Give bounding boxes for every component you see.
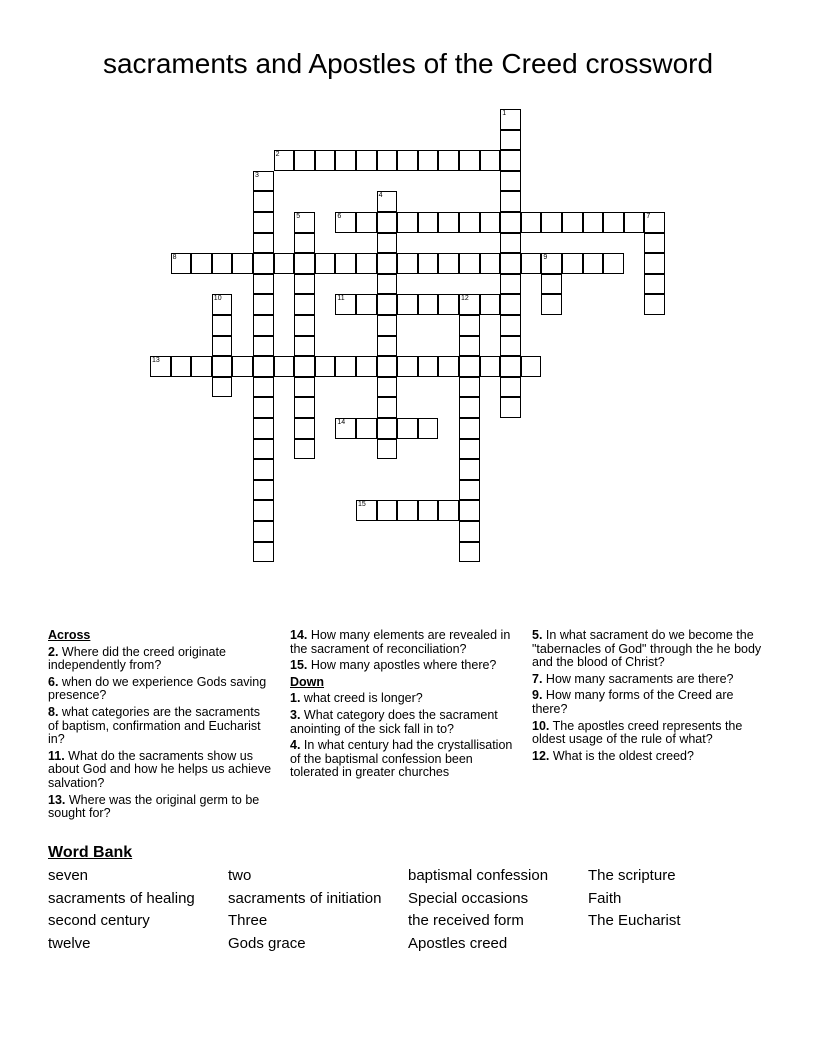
grid-cell[interactable] <box>253 171 274 192</box>
page-title: sacraments and Apostles of the Creed crossword <box>102 48 714 79</box>
grid-cell[interactable] <box>480 253 501 274</box>
word-bank-item: sacraments of healing <box>48 889 195 907</box>
grid-cell[interactable] <box>315 253 336 274</box>
grid-cell[interactable] <box>377 500 398 521</box>
grid-cell[interactable] <box>356 418 377 439</box>
grid-cell[interactable] <box>356 150 377 171</box>
grid-cell[interactable] <box>583 253 604 274</box>
grid-cell[interactable] <box>294 336 315 357</box>
grid-cell[interactable] <box>397 212 418 233</box>
grid-cell[interactable] <box>294 418 315 439</box>
grid-cell[interactable] <box>377 356 398 377</box>
grid-cell[interactable] <box>212 377 233 398</box>
grid-cell[interactable] <box>459 542 480 563</box>
grid-cell[interactable] <box>253 233 274 254</box>
grid-cell[interactable] <box>541 212 562 233</box>
grid-cell[interactable] <box>459 439 480 460</box>
word-bank-item: Apostles creed <box>408 935 508 953</box>
grid-cell[interactable] <box>253 315 274 336</box>
clue-down-7: 7. How many sacraments are there? <box>532 671 734 686</box>
grid-cell[interactable] <box>377 274 398 295</box>
clue-number: 10 <box>213 295 222 303</box>
grid-cell[interactable] <box>356 212 377 233</box>
clue-number: 11 <box>337 295 345 303</box>
grid-cell[interactable] <box>356 253 377 274</box>
grid-cell[interactable] <box>541 253 562 274</box>
grid-cell[interactable] <box>459 315 480 336</box>
word-bank-item: twelve <box>48 935 91 953</box>
clue-number: 4 <box>378 192 383 200</box>
grid-cell[interactable] <box>562 212 583 233</box>
grid-cell[interactable] <box>294 150 315 171</box>
grid-cell[interactable] <box>377 418 398 439</box>
grid-cell[interactable] <box>315 150 336 171</box>
word-bank-item: The scripture <box>588 867 676 884</box>
clue-across-2: 2. Where did the creed originate independently from? <box>48 644 226 673</box>
grid-cell[interactable] <box>459 480 480 501</box>
grid-cell[interactable] <box>253 253 274 274</box>
grid-cell[interactable] <box>294 294 315 315</box>
grid-cell[interactable] <box>480 212 501 233</box>
grid-cell[interactable] <box>253 459 274 480</box>
grid-cell[interactable] <box>232 253 253 274</box>
grid-cell[interactable] <box>480 150 501 171</box>
grid-cell[interactable] <box>438 294 459 315</box>
grid-cell[interactable] <box>459 459 480 480</box>
clue-down-12: 12. What is the oldest creed? <box>532 748 694 763</box>
grid-cell[interactable] <box>500 212 521 233</box>
grid-cell[interactable] <box>438 356 459 377</box>
clue-across-13: 13. Where was the original germ to be sought for? <box>48 792 260 821</box>
grid-cell[interactable] <box>253 439 274 460</box>
grid-cell[interactable] <box>418 212 439 233</box>
grid-cell[interactable] <box>377 336 398 357</box>
grid-cell[interactable] <box>459 336 480 357</box>
grid-cell[interactable] <box>500 253 521 274</box>
grid-cell[interactable] <box>500 274 521 295</box>
grid-cell[interactable] <box>377 315 398 336</box>
grid-cell[interactable] <box>253 336 274 357</box>
grid-cell[interactable] <box>397 150 418 171</box>
grid-cell[interactable] <box>274 253 295 274</box>
grid-cell[interactable] <box>438 212 459 233</box>
clue-down-1: 1. what creed is longer? <box>290 691 423 706</box>
clues-column-3 <box>532 629 762 766</box>
grid-cell[interactable] <box>418 294 439 315</box>
grid-cell[interactable] <box>294 253 315 274</box>
grid-cell[interactable] <box>377 294 398 315</box>
grid-cell[interactable] <box>294 212 315 233</box>
grid-cell[interactable] <box>335 418 356 439</box>
grid-cell[interactable] <box>397 500 418 521</box>
grid-cell[interactable] <box>418 150 439 171</box>
grid-cell[interactable] <box>294 233 315 254</box>
grid-cell[interactable] <box>335 212 356 233</box>
clues-column-2 <box>290 629 516 783</box>
word-bank-title: Word Bank <box>48 844 133 861</box>
grid-cell[interactable] <box>294 439 315 460</box>
word-bank-item: second century <box>48 912 150 930</box>
grid-cell[interactable] <box>377 150 398 171</box>
grid-cell[interactable] <box>274 150 295 171</box>
grid-cell[interactable] <box>480 294 501 315</box>
clue-across-8: 8. what categories are the sacraments of baptism, confirmation and Eucharist in? <box>48 704 261 747</box>
grid-cell[interactable] <box>253 542 274 563</box>
grid-cell[interactable] <box>294 315 315 336</box>
grid-cell[interactable] <box>335 253 356 274</box>
grid-cell[interactable] <box>500 191 521 212</box>
grid-cell[interactable] <box>418 500 439 521</box>
grid-cell[interactable] <box>377 191 398 212</box>
clue-number: 2 <box>275 151 280 159</box>
grid-cell[interactable] <box>212 315 233 336</box>
grid-cell[interactable] <box>212 294 233 315</box>
grid-cell[interactable] <box>459 521 480 542</box>
clue-number: 3 <box>255 171 259 179</box>
grid-cell[interactable] <box>644 212 665 233</box>
clue-across-11: 11. What do the sacraments show us about God and how he helps us achieve salvation? <box>48 748 272 790</box>
grid-cell[interactable] <box>253 397 274 418</box>
grid-cell[interactable] <box>500 233 521 254</box>
clue-down-4: 4. In what century had the crystallisation of the baptismal confession been tolerated in greater churches <box>290 738 513 780</box>
grid-cell[interactable] <box>377 253 398 274</box>
grid-cell[interactable] <box>541 274 562 295</box>
grid-cell[interactable] <box>480 356 501 377</box>
grid-cell[interactable] <box>397 356 418 377</box>
grid-cell[interactable] <box>500 336 521 357</box>
grid-cell[interactable] <box>212 253 233 274</box>
grid-cell[interactable] <box>377 439 398 460</box>
grid-cell[interactable] <box>253 500 274 521</box>
grid-cell[interactable] <box>459 418 480 439</box>
clue-down-5: 5. In what sacrament do we become the "tabernacles of God" through the he body and the blood of Christ? <box>532 628 762 670</box>
clue-down-10: 10. The apostles creed represents the oldest usage of the rule of what? <box>532 718 743 747</box>
grid-cell[interactable] <box>397 253 418 274</box>
grid-cell[interactable] <box>253 212 274 233</box>
grid-cell[interactable] <box>500 130 521 151</box>
grid-cell[interactable] <box>253 356 274 377</box>
grid-cell[interactable] <box>212 356 233 377</box>
grid-cell[interactable] <box>438 500 459 521</box>
grid-cell[interactable] <box>418 418 439 439</box>
grid-cell[interactable] <box>294 274 315 295</box>
grid-cell[interactable] <box>459 356 480 377</box>
word-bank-item: baptismal confession <box>408 867 549 884</box>
grid-cell[interactable] <box>459 294 480 315</box>
grid-cell[interactable] <box>253 480 274 501</box>
grid-cell[interactable] <box>459 500 480 521</box>
grid-cell[interactable] <box>356 500 377 521</box>
grid-cell[interactable] <box>603 212 624 233</box>
grid-cell[interactable] <box>397 418 418 439</box>
grid-cell[interactable] <box>191 356 212 377</box>
grid-cell[interactable] <box>500 356 521 377</box>
grid-cell[interactable] <box>356 356 377 377</box>
grid-cell[interactable] <box>521 253 542 274</box>
grid-cell[interactable] <box>459 253 480 274</box>
across-header: Across <box>48 628 91 642</box>
clues-column-1 <box>48 629 273 824</box>
grid-cell[interactable] <box>603 253 624 274</box>
grid-cell[interactable] <box>500 171 521 192</box>
grid-cell[interactable] <box>253 294 274 315</box>
grid-cell[interactable] <box>562 253 583 274</box>
grid-cell[interactable] <box>253 274 274 295</box>
grid-cell[interactable] <box>315 356 336 377</box>
grid-cell[interactable] <box>232 356 253 377</box>
grid-cell[interactable] <box>377 377 398 398</box>
grid-cell[interactable] <box>500 109 521 130</box>
grid-cell[interactable] <box>418 356 439 377</box>
grid-cell[interactable] <box>418 253 439 274</box>
word-bank-item: Special occasions <box>408 889 529 907</box>
grid-cell[interactable] <box>459 212 480 233</box>
grid-cell[interactable] <box>438 253 459 274</box>
grid-cell[interactable] <box>253 377 274 398</box>
grid-cell[interactable] <box>644 253 665 274</box>
grid-cell[interactable] <box>459 377 480 398</box>
word-bank-item: two <box>228 867 252 884</box>
grid-cell[interactable] <box>500 397 521 418</box>
clue-across-15: 15. How many apostles where there? <box>290 658 497 673</box>
clue-across-6: 6. when do we experience Gods saving presence? <box>48 674 267 703</box>
grid-cell[interactable] <box>253 418 274 439</box>
grid-cell[interactable] <box>521 212 542 233</box>
grid-cell[interactable] <box>644 233 665 254</box>
grid-cell[interactable] <box>644 294 665 315</box>
grid-cell[interactable] <box>253 191 274 212</box>
grid-cell[interactable] <box>253 521 274 542</box>
grid-cell[interactable] <box>294 397 315 418</box>
grid-cell[interactable] <box>438 150 459 171</box>
word-bank-item: sacraments of initiation <box>228 889 382 907</box>
grid-cell[interactable] <box>294 377 315 398</box>
clue-number: 15 <box>358 501 366 509</box>
grid-cell[interactable] <box>150 356 171 377</box>
grid-cell[interactable] <box>377 233 398 254</box>
word-bank-item: The Eucharist <box>588 912 681 930</box>
grid-cell[interactable] <box>171 356 192 377</box>
grid-cell[interactable] <box>377 212 398 233</box>
grid-cell[interactable] <box>212 336 233 357</box>
grid-cell[interactable] <box>500 315 521 336</box>
word-bank-item: Gods grace <box>228 935 306 953</box>
clue-number: 7 <box>646 213 651 220</box>
grid-cell[interactable] <box>644 274 665 295</box>
clue-down-9: 9. How many forms of the Creed are there? <box>532 688 734 716</box>
clue-number: 8 <box>172 254 177 262</box>
grid-cell[interactable] <box>583 212 604 233</box>
grid-cell[interactable] <box>191 253 212 274</box>
grid-cell[interactable] <box>335 150 356 171</box>
grid-cell[interactable] <box>335 294 356 315</box>
grid-cell[interactable] <box>500 150 521 171</box>
grid-cell[interactable] <box>500 377 521 398</box>
grid-cell[interactable] <box>397 294 418 315</box>
clue-across-14: 14. How many elements are revealed in the sacrament of reconciliation? <box>290 628 511 656</box>
grid-cell[interactable] <box>294 356 315 377</box>
grid-cell[interactable] <box>624 212 645 233</box>
word-bank-item: seven <box>48 867 89 884</box>
down-header: Down <box>290 674 325 689</box>
clue-number: 6 <box>337 213 342 220</box>
grid-cell[interactable] <box>521 356 542 377</box>
clue-number: 13 <box>152 357 160 365</box>
grid-cell[interactable] <box>459 397 480 418</box>
clue-number: 1 <box>502 110 507 117</box>
grid-cell[interactable] <box>541 294 562 315</box>
clue-number: 5 <box>296 213 301 220</box>
grid-cell[interactable] <box>274 356 295 377</box>
clue-down-3: 3. What category does the sacrament anointing of the sick fall in to? <box>290 707 498 736</box>
word-bank-item: Faith <box>588 889 622 907</box>
grid-cell[interactable] <box>335 356 356 377</box>
clue-number: 14 <box>337 419 346 426</box>
word-bank-item: the received form <box>408 912 524 930</box>
grid-cell[interactable] <box>356 294 377 315</box>
word-bank-item: Three <box>228 912 268 930</box>
clue-number: 12 <box>461 295 469 303</box>
grid-cell[interactable] <box>500 294 521 315</box>
grid-cell[interactable] <box>171 253 192 274</box>
grid-cell[interactable] <box>377 397 398 418</box>
clue-number: 9 <box>543 254 548 262</box>
grid-cell[interactable] <box>459 150 480 171</box>
